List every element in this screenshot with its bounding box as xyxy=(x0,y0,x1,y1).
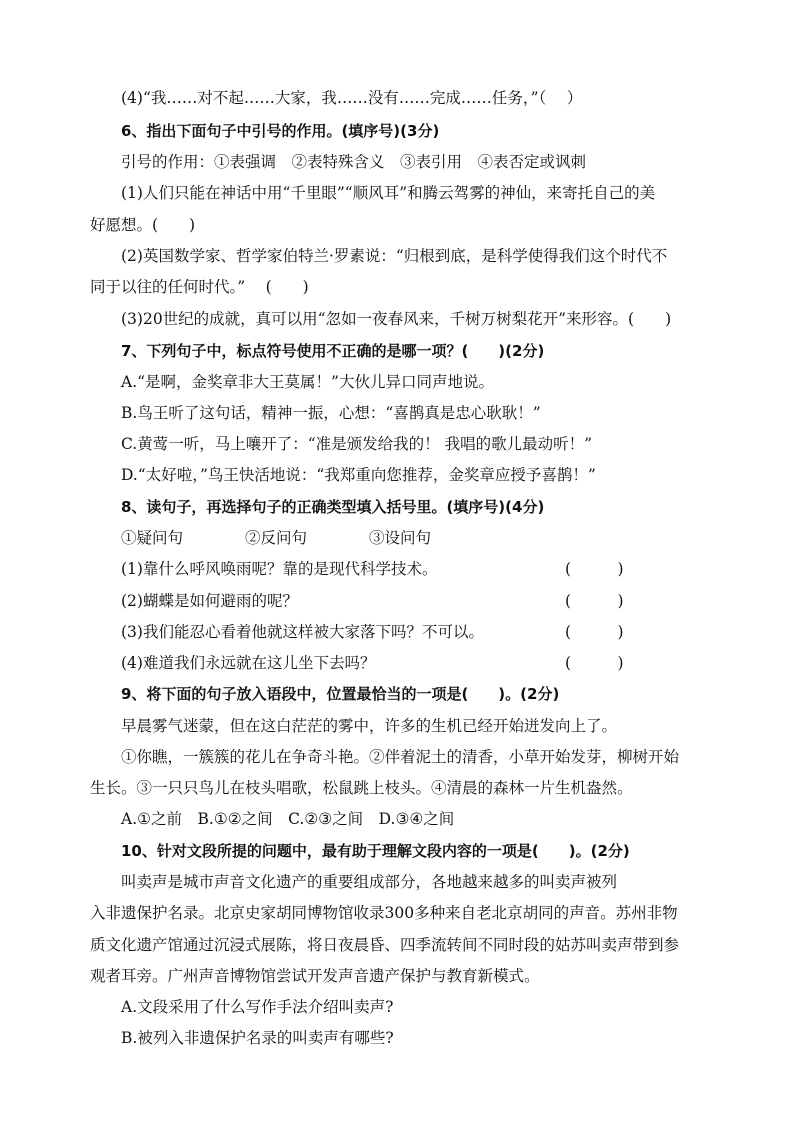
q8-options: ①疑问句 ②反问句 ③设问句 xyxy=(121,529,432,547)
q7-option-c: C.黄莺一听，马上嚷开了：“准是颁发给我的！ 我唱的歌儿最动听！” xyxy=(121,435,593,453)
q8-item-3-blank: ( ) xyxy=(565,623,624,641)
q10-option-a: A.文段采用了什么写作手法介绍叫卖声? xyxy=(121,998,394,1016)
q10-passage-line-3: 质文化遗产馆通过沉浸式展陈，将日夜晨昏、四季流转间不同时段的姑苏叫卖声带到参 xyxy=(90,936,680,954)
q7-option-a: A.“是啊，金奖章非大王莫属！”大伙儿异口同声地说。 xyxy=(121,373,494,391)
q8-item-4: (4)难道我们永远就在这儿坐下去吗？ xyxy=(121,654,376,672)
q9-passage-line-2: 生长。③一只只鸟儿在枝头唱歌，松鼠跳上枝头。④清晨的森林一片生机盎然。 xyxy=(90,779,633,797)
q7-option-b: B.鸟王听了这句话，精神一振，心想：“喜鹊真是忠心耿耿！” xyxy=(121,404,541,422)
q8-item-2-blank: ( ) xyxy=(565,592,624,610)
q10-passage-line-4: 观者耳旁。广州声音博物馆尝试开发声音遗产保护与教育新模式。 xyxy=(90,967,540,985)
question-7-title: 7、下列句子中，标点符号使用不正确的是哪一项？( )(2分) xyxy=(121,342,545,360)
q6-options: 引号的作用：①表强调 ②表特殊含义 ③表引用 ④表否定或讽刺 xyxy=(121,153,587,171)
q10-passage-line-1: 叫卖声是城市声音文化遗产的重要组成部分，各地越来越多的叫卖声被列 xyxy=(121,873,618,891)
q9-sentence: 早晨雾气迷蒙，但在这白茫茫的雾中，许多的生机已经开始迸发向上了。 xyxy=(121,717,618,735)
q6-item-2-line-1: (2)英国数学家、哲学家伯特兰·罗素说：“归根到底，是科学使得我们这个时代不 xyxy=(121,247,668,265)
q5-item-4: (4)“我……对不起……大家，我……没有……完成……任务，”（ ） xyxy=(121,89,583,107)
q6-item-3: (3)20世纪的成就，真可以用“忽如一夜春风来，千树万树梨花开”来形容。( ) xyxy=(121,310,672,328)
q8-item-4-blank: ( ) xyxy=(565,654,624,672)
q8-item-3: (3)我们能忍心看着他就这样被大家落下吗？不可以。 xyxy=(121,623,484,641)
question-10-title: 10、针对文段所提的问题中，最有助于理解文段内容的一项是( )。(2分) xyxy=(121,842,630,860)
q9-options: A.①之前 B.①②之间 C.②③之间 D.③④之间 xyxy=(121,810,455,828)
q6-item-2-line-2: 同于以往的任何时代。” ( ) xyxy=(90,278,309,296)
question-9-title: 9、将下面的句子放入语段中，位置最恰当的一项是( )。(2分) xyxy=(121,685,560,703)
q8-item-1: (1)靠什么呼风唤雨呢？靠的是现代科学技术。 xyxy=(121,560,438,578)
q7-option-d: D.“太好啦，”鸟王快活地说：“我郑重向您推荐，金奖章应授予喜鹊！” xyxy=(121,466,596,484)
q6-item-1-line-1: (1)人们只能在神话中用“千里眼”“顺风耳”和腾云驾雾的神仙，来寄托自己的美 xyxy=(121,184,656,202)
q10-passage-line-2: 入非遗保护名录。北京史家胡同博物馆收录300多种来自老北京胡同的声音。苏州非物 xyxy=(90,904,678,922)
question-6-title: 6、指出下面句子中引号的作用。(填序号)(3分) xyxy=(121,122,440,140)
q8-item-2: (2)蝴蝶是如何避雨的呢？ xyxy=(121,592,298,610)
q10-option-b: B.被列入非遗保护名录的叫卖声有哪些? xyxy=(121,1029,394,1047)
q9-passage-line-1: ①你瞧，一簇簇的花儿在争奇斗艳。②伴着泥土的清香，小草开始发芽，柳树开始 xyxy=(121,748,680,766)
question-8-title: 8、读句子，再选择句子的正确类型填入括号里。(填序号)(4分) xyxy=(121,498,545,516)
q8-item-1-blank: ( ) xyxy=(565,560,624,578)
q6-item-1-line-2: 好愿想。( ) xyxy=(90,216,196,234)
